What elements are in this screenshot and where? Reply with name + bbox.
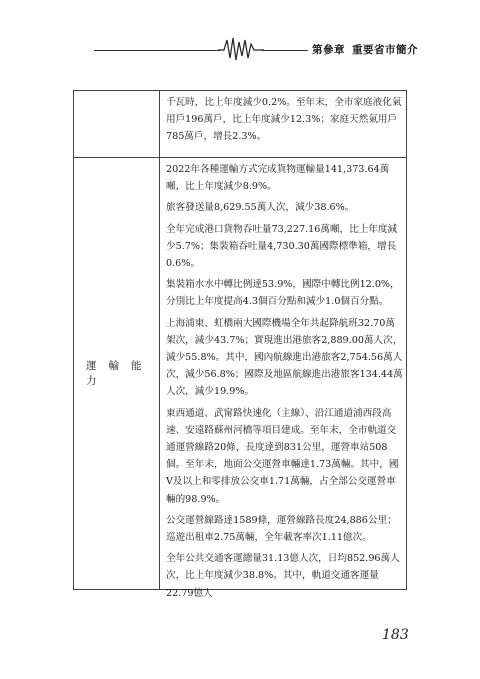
table-paragraph: 上海浦東、虹橋兩大國際機場全年共起降航班32.70萬架次，減少43.7%；實現進出港旅客2,889.00萬人次，減少55.8%。其中，國內航線進出港旅客2,754.56萬人次，減少56.8%；國際及地區航線進出港旅客134.44萬人次，減少19.9%。 (166, 317, 403, 398)
table-paragraph: 東西通道、武甯路快速化（主線）、沿江通道浦西段高速、安遠路蘇州河橋等項目建成。至年末，全市軌道交通運營線路20條，長度達到831公里，運營車站508個。至年末，地面公交運營車輛達1.73萬輛。其中，國V及以上和零排放公交車1.71萬輛，占全部公交運營車輛的98.9%。 (166, 407, 399, 505)
info-table (73, 90, 407, 599)
table-row-energy-text (166, 94, 404, 146)
table-column-divider (159, 91, 160, 589)
heartbeat-wave-icon (218, 36, 264, 62)
chapter-title: 重要省市簡介 (352, 44, 418, 56)
table-paragraph: 全年完成港口貨物吞吐量73,227.16萬噸，比上年度減少5.7%；集裝箱吞吐量4,730.30萬國際標準箱，增長0.6%。 (166, 223, 398, 270)
table-paragraph: 集裝箱水水中轉比例達53.9%，國際中轉比例12.0%，分別比上年度提高4.3個百分點和減少1.0個百分點。 (166, 279, 400, 308)
chapter-number: 第參章 (312, 44, 345, 56)
table-paragraph: 公交運營線路達1589條，運營線路長度24,886公里；巡遊出租車2.75萬輛，全年載客率次1.11億次。 (166, 514, 397, 544)
table-row-transport-text (166, 161, 404, 606)
table-category-transport: 運輸能力 (86, 360, 154, 387)
page-header (0, 0, 480, 70)
page-number: 183 (382, 627, 409, 643)
chapter-heading (312, 42, 418, 57)
header-rule-right (262, 50, 308, 51)
header-rule-left (94, 50, 220, 51)
table-paragraph: 旅客發送量8,629.55萬人次，減少38.6%。 (166, 202, 355, 214)
table-paragraph: 2022年各種運輸方式完成貨物運輸量141,373.64萬噸，比上年度減少8.9%。 (166, 164, 390, 193)
table-paragraph: 全年公共交通客運總量31.13億人次，日均852.96萬人次，比上年度減少38.8%。其中，軌道交通客運量22.79億人 (166, 553, 400, 599)
table-paragraph: 千瓦時，比上年度減少0.2%。至年末，全市家庭液化氣用戶196萬戶，比上年度減少12.3%；家庭天然氣用戶785萬戶，增長2.3%。 (166, 97, 402, 143)
